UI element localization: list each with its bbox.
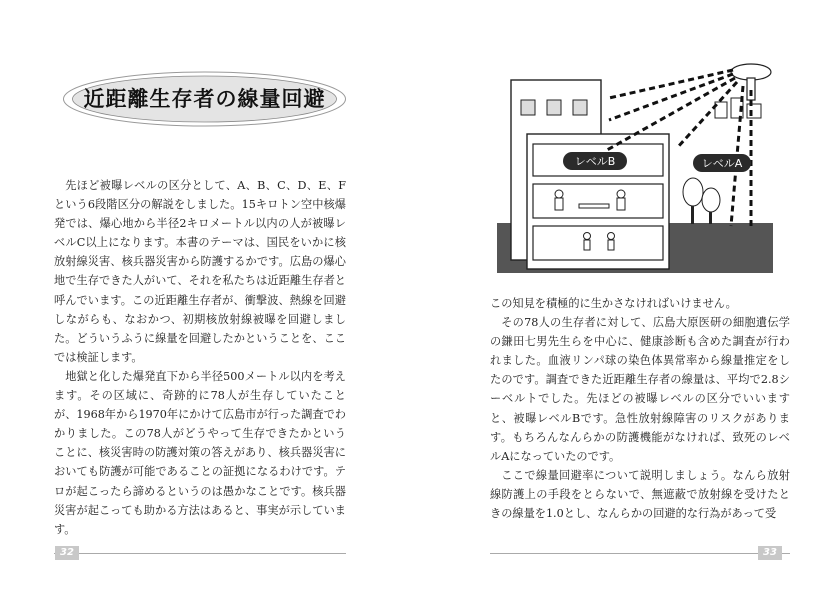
page-number: 33 [758, 546, 782, 560]
chapter-title: 近距離生存者の線量回避 [83, 87, 326, 111]
left-body-text [54, 176, 346, 539]
right-body-text [490, 294, 790, 523]
paragraph: この知見を積極的に生かさなければいけません。 [490, 297, 737, 310]
paragraph: その78人の生存者に対して、広島大原医研の細胞遺伝学の鎌田七男先生らを中心に、健康診断も含めた調査が行われました。血液リンパ球の染色体異常率から線量推定をしたのです。調査できた近距離生存者の線量は、平均で2.8シーベルトでした。先ほどの被曝レベルの区分でいいますと、被曝レベルBです。急性放射線障害のリスクがあります。もちろんなんらかの防護機能がなければ、致死のレベルAになっていたのです。 [490, 316, 790, 463]
paragraph: ここで線量回避率について説明しましょう。なんら放射線防護上の手段をとらないで、無遮蔽で放射線を受けたときの線量を1.0とし、なんらかの回避的な行為があって受 [490, 468, 790, 521]
shelter-illustration [497, 56, 773, 278]
right-page [418, 0, 837, 595]
paragraph: 地獄と化した爆発直下から半径500メートル以内を考えます。その区域に、奇跡的に78人が生存していたことが、1968年から1970年にかけて広島市が行った調査でわかりました。この78人がどうやって生存できたかということに、核災害時の防護対策の答えがあり、核兵器災害においても防護が可能であることの証拠になるわけです。テロが起こったら諦めるというのは愚かなことです。核兵器災害が起こっても助かる方法はあると、事実が示しています。 [54, 369, 346, 536]
footer-rule [490, 553, 790, 554]
page-number: 32 [55, 546, 79, 560]
label-b: レベルB [574, 155, 616, 168]
footer-rule [54, 553, 346, 554]
paragraph: 先ほど被曝レベルの区分として、A、B、C、D、E、Fという6段階区分の解説をしました。15キロトン空中核爆発では、爆心地から半径2キロメートル以内の人が被曝レベルC以上になります。本書のテーマは、国民をいかに核放射線災害、核兵器災害から防護するかです。広島の爆心地で生存できた人がいて、それを私たちは近距離生存者と呼んでいます。この近距離生存者が、衝撃波、熱線を回避しながらも、なおかつ、初期核放射線被曝を回避しました。どういうふうに線量を回避したかということを、ここでは検証します。 [54, 179, 346, 364]
label-a: レベルA [701, 157, 743, 170]
chapter-title-banner [62, 70, 347, 128]
left-page [0, 0, 418, 595]
